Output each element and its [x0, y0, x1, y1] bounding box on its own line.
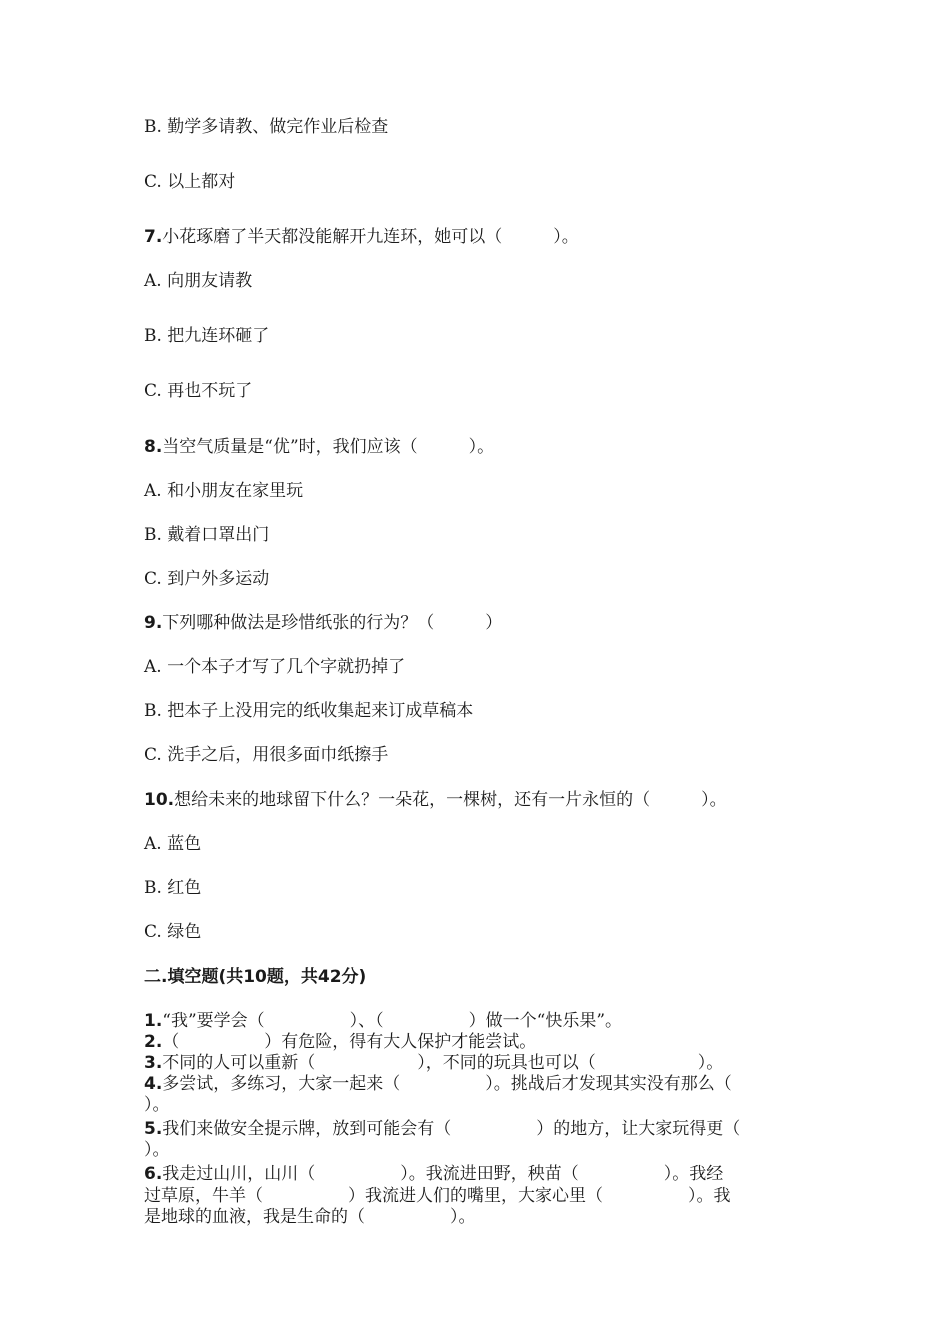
q9-option-b: B. 把本子上没用完的纸收集起来订成草稿本: [144, 701, 474, 721]
question-text: 我们来做安全提示牌，放到可能会有（ ）的地方，让大家玩得更（: [162, 1119, 741, 1139]
q10-option-c: C. 绿色: [144, 922, 202, 942]
q8-option-c: C. 到户外多运动: [144, 569, 270, 589]
question-number: 2.: [144, 1032, 163, 1052]
q8-option-a: A. 和小朋友在家里玩: [144, 481, 304, 501]
question-number: 5.: [144, 1119, 163, 1139]
question-text: 不同的人可以重新（ ），不同的玩具也可以（ ）。: [162, 1053, 724, 1073]
question-7: [144, 226, 579, 248]
question-number: 8.: [144, 437, 163, 457]
question-number: 7.: [144, 227, 163, 247]
q9-option-c: C. 洗手之后，用很多面巾纸擦手: [144, 745, 389, 765]
q8-option-b: B. 戴着口罩出门: [144, 525, 270, 545]
fill-question-6: [144, 1164, 723, 1185]
question-8: [144, 436, 494, 458]
fill-question-1: [144, 1011, 622, 1032]
fill-question-3: [144, 1053, 723, 1074]
fill-question-5-cont: ）。: [144, 1140, 170, 1160]
question-text: 当空气质量是“优”时，我们应该（ ）。: [162, 437, 495, 457]
question-9: [144, 612, 502, 634]
question-number: 1.: [144, 1011, 163, 1031]
question-text: “我”要学会（ ）、（ ）做一个“快乐果”。: [162, 1011, 623, 1031]
question-text: 下列哪种做法是珍惜纸张的行为？（ ）: [162, 613, 503, 633]
fill-question-2: [144, 1032, 536, 1053]
q7-option-c: C. 再也不玩了: [144, 381, 253, 401]
question-10: [144, 789, 727, 811]
q10-option-b: B. 红色: [144, 878, 202, 898]
q10-option-a: A. 蓝色: [144, 834, 202, 854]
question-text: （ ）有危险，得有大人保护才能尝试。: [162, 1032, 537, 1052]
question-text: 想给未来的地球留下什么？一朵花，一棵树，还有一片永恒的（ ）。: [174, 790, 727, 810]
fill-question-6-cont-2: 是地球的血液，我是生命的（ ）。: [144, 1207, 476, 1227]
question-number: 6.: [144, 1164, 163, 1184]
section-title: 二.填空题(共10题，共42分): [144, 967, 367, 987]
question-number: 3.: [144, 1053, 163, 1073]
q6-option-c: C. 以上都对: [144, 172, 236, 192]
question-number: 4.: [144, 1074, 163, 1094]
fill-question-4: [144, 1074, 732, 1095]
question-text: 我走过山川，山川（ ）。我流进田野，秧苗（ ）。我经: [162, 1164, 724, 1184]
q9-option-a: A. 一个本子才写了几个字就扔掉了: [144, 657, 406, 677]
q7-option-a: A. 向朋友请教: [144, 271, 253, 291]
question-number: 10.: [144, 790, 175, 810]
fill-question-5: [144, 1119, 740, 1140]
q6-option-b: B. 勤学多请教、做完作业后检查: [144, 117, 389, 137]
question-number: 9.: [144, 613, 163, 633]
question-text: 多尝试，多练习，大家一起来（ ）。挑战后才发现其实没有那么（: [162, 1074, 732, 1094]
q7-option-b: B. 把九连环砸了: [144, 326, 270, 346]
question-text: 小花琢磨了半天都没能解开九连环，她可以（ ）。: [162, 227, 579, 247]
fill-question-6-cont-1: 过草原，牛羊（ ）我流进人们的嘴里，大家心里（ ）。我: [144, 1186, 731, 1206]
fill-question-4-cont: ）。: [144, 1095, 170, 1115]
